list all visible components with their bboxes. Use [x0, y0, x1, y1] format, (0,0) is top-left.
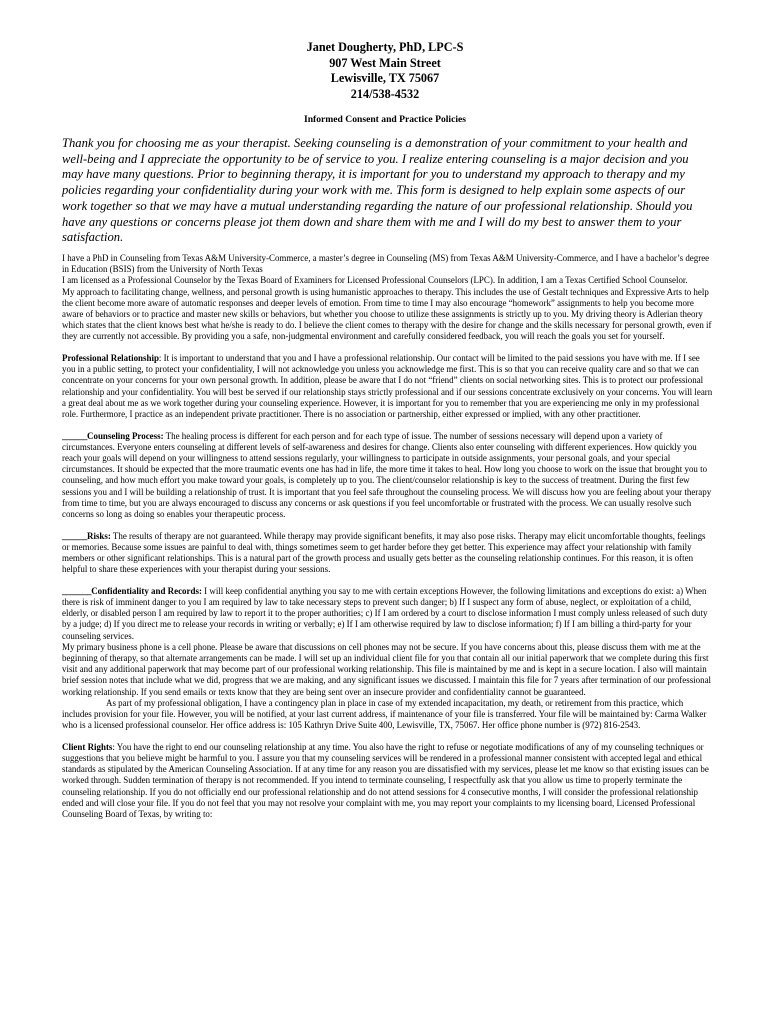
approach-paragraph: My approach to facilitating change, wellness, and personal growth is using humanistic approaches to therapy. This includes the use of Gestalt techniques and Expressive Arts to help the client become more aware of automatic responses and deeper levels of emotion. From time to time I may also encourage “homework” assignments to help you become more aware of behaviors or to practice and master new skills or behaviors, but whether you choose to utilize these assignments is strictly up to you. My driving theory is Adlerian theory which states that the client knows best what he/she is ready to do. I believe the client comes to therapy with the desire for change and the skills necessary for personal growth, even if they are currently not accessible. By providing you a safe, non-judgmental environment and carefully considered feedback, you will reach the goals you set for yourself.	[62, 286, 712, 342]
section-text: The healing process is different for each person and for each type of issue. The number of sessions necessary will depend upon a variety of circumstances. Everyone enters counseling at different levels of self-awareness and desires for change. Clients also enter counseling with different experiences. How quickly you reach your goals will depend on your willingness to attend sessions regularly, your willingness to participate in outside assignments, your personal goals, and your special circumstances. It should be expected that the more traumatic events one has had in life, the more time it takes to heal. How long you choose to work on the issue that brought you to counseling, and how much effort you make toward your goals, is completely up to you. The client/counselor relationship is key to the success of treatment. During the first few sessions you and I will be building a relationship of trust. It is important that you feel safe throughout the counseling process. We will discuss how you are feeling about your therapy from time to time, but you are always encouraged to discuss any concerns or ask questions if you feel uncomfortable or frustrated with the process. We can usually resolve such concerns so long as doing so enables your therapeutic process.	[62, 430, 712, 520]
section-text: The results of therapy are not guaranteed. While therapy may provide significant benefits, it may also pose risks. Therapy may elicit uncomfortable thoughts, feelings or memories. Because some issues are painful to deal with, things sometimes seem to get harder before they get better. This experience may affect your relationship with family members or other significant relationships. This is a natural part of the growth process and usually gets better as the counseling relationship continues. For this reason, it is often helpful to share these experiences with your therapist during your sessions.	[62, 530, 706, 575]
contingency-text: As part of my professional obligation, I have a contingency plan in place in case of my extended incapacitation, my death, or retirement from this practice, which includes provision for your file. However, you will be notified, at your last current address, if maintenance of your file is transferred. Your file will be maintained by: Carma Walker who is a licensed professional counselor. Her office address is: 105 Kathryn Drive Suite 400, Lewisville, TX, 75067. Her office phone number is (972) 816-2543.	[62, 697, 707, 731]
intro-paragraph: Thank you for choosing me as your therapist. Seeking counseling is a demonstration of your commitment to your health and well-being and I appreciate the opportunity to be of service to you. I realize entering counseling is a major decision and you may have many questions. Prior to beginning therapy, it is important for you to understand my approach to therapy and my policies regarding your confidentiality during your work with me. This form is designed to help explain some aspects of our work together so that we may have a mutual understanding regarding the nature of our professional relationship. Should you have any questions or concerns please jot them down and share them with me and I will do my best to answer them to your satisfaction.	[62, 136, 693, 245]
initials-blank: ______	[62, 430, 88, 441]
section-text: : You have the right to end our counseling relationship at any time. You also have the right to refuse or negotiate modifications of any of my counseling techniques or suggestions that you believe might be harmful to you. I assure you that my counseling services will be rendered in a professional manner consistent with accepted legal and ethical standards as stipulated by the American Counseling Association. If at any time for any reason you are dissatisfied with my services, please let me know so that existing issues can be worked through. Sudden termination of therapy is not recommended. If you intend to terminate counseling, I respectfully ask that you allow us time to properly terminate the counseling relationship. If you do not officially end our professional relationship and do not attend sessions for 4 consecutive months, I will consider the professional relationship ended and will close your file. If you do not feel that you may not resolve your complaint with me, you may report your complaints to my licensing board, Licensed Professional Counseling Board of Texas, by writing to:	[62, 741, 709, 820]
section-label: Counseling Process:	[87, 430, 164, 441]
phone-number: 214/538-4532	[350, 86, 420, 101]
phone-and-records: My primary business phone is a cell phone. Please be aware that discussions on cell phones may not be secure. If you have concerns about this, please discuss them with me at the beginning of therapy, so that alternate arrangements can be made. I will set up an individual client file for you that contain all our initial paperwork that we complete during this first visit and any additional paperwork that may become part of our professional working relationship. This file is maintained by me and is kept in a secure location. I also will maintain brief session notes that include what we did, progress that we are making, and any significant issues we discussed. I maintain this file for 7 years after termination of our professional working relationship. If you send emails or texts know that they are being sent over an insecure provider and confidentiality cannot be guaranteed.	[62, 641, 712, 697]
section-professional-relationship	[62, 353, 714, 420]
therapist-name: Janet Dougherty, PhD, LPC-S	[306, 40, 464, 54]
initials-blank: ______	[62, 530, 88, 541]
street-address: 907 West Main Street	[329, 55, 441, 70]
initials-blank: _______	[62, 585, 92, 596]
section-label: Confidentiality and Records:	[91, 585, 202, 596]
credentials-degrees: I have a PhD in Counseling from Texas A&M University-Commerce, a master’s degree in Counseling (MS) from Texas A&M University-Commerce, and I have a bachelor’s degree in Education (BSIS) from the University of North Texas	[62, 253, 710, 275]
section-text: I will keep confidential anything you say to me with certain exceptions However, the following limitations and exceptions do exist: a) When there is risk of imminent danger to you I am required by law to take necessary steps to prevent such danger; b) If I suspect any form of abuse, neglect, or exploitation of a child, elderly, or disabled person I am required by law to report it to the proper authorities; c) If I am ordered by a court to disclose information I must comply unless released of such duty by a judge; d) If you direct me to release your records in writing or verbally; e) If I am otherwise required by law to disclose information; f) If I am billing a third-party for your counseling services.	[62, 585, 708, 641]
confidentiality-exceptions	[62, 586, 714, 642]
credentials-license: I am licensed as a Professional Counselor by the Texas Board of Examiners for Licensed Professional Counselors (LPC). In addition, I am a Texas Certified School Counselor.	[62, 275, 688, 286]
contingency-plan	[62, 698, 714, 732]
document-title: Informed Consent and Practice Policies	[303, 114, 466, 125]
section-risks	[62, 531, 714, 576]
document-body	[62, 253, 714, 831]
section-label: Risks:	[87, 530, 111, 541]
city-state-zip: Lewisville, TX 75067	[330, 71, 440, 85]
section-label: Client Rights	[62, 741, 113, 752]
section-label: Professional Relationship	[62, 353, 159, 364]
letterhead	[0, 40, 770, 102]
section-client-rights	[62, 742, 714, 820]
section-text: : It is important to understand that you and I have a professional relationship. Our contact will be limited to the paid sessions you have with me. If I see you in a public setting, to protect your confidentiality, I will not acknowledge you unless you acknowledge me first. This is so that you can receive quality care and so that we can concentrate on your concerns for your own personal growth. In addition, please be aware that I do not “friend” clients on social networking sites. This is to protect our professional relationship and your confidentiality. You will best be served if our relationship stays strictly professional and if our sessions concentrate exclusively on your concerns. You will learn a great deal about me as we work together during your counseling experience. However, it is important for you to remember that you are experiencing me only in my professional role. Furthermore, I practice as an independent private practitioner. There is no association or partnership, either expressed or implied, with any other practitioner.	[62, 353, 713, 420]
section-counseling-process	[62, 431, 714, 521]
section-confidentiality	[62, 586, 714, 732]
